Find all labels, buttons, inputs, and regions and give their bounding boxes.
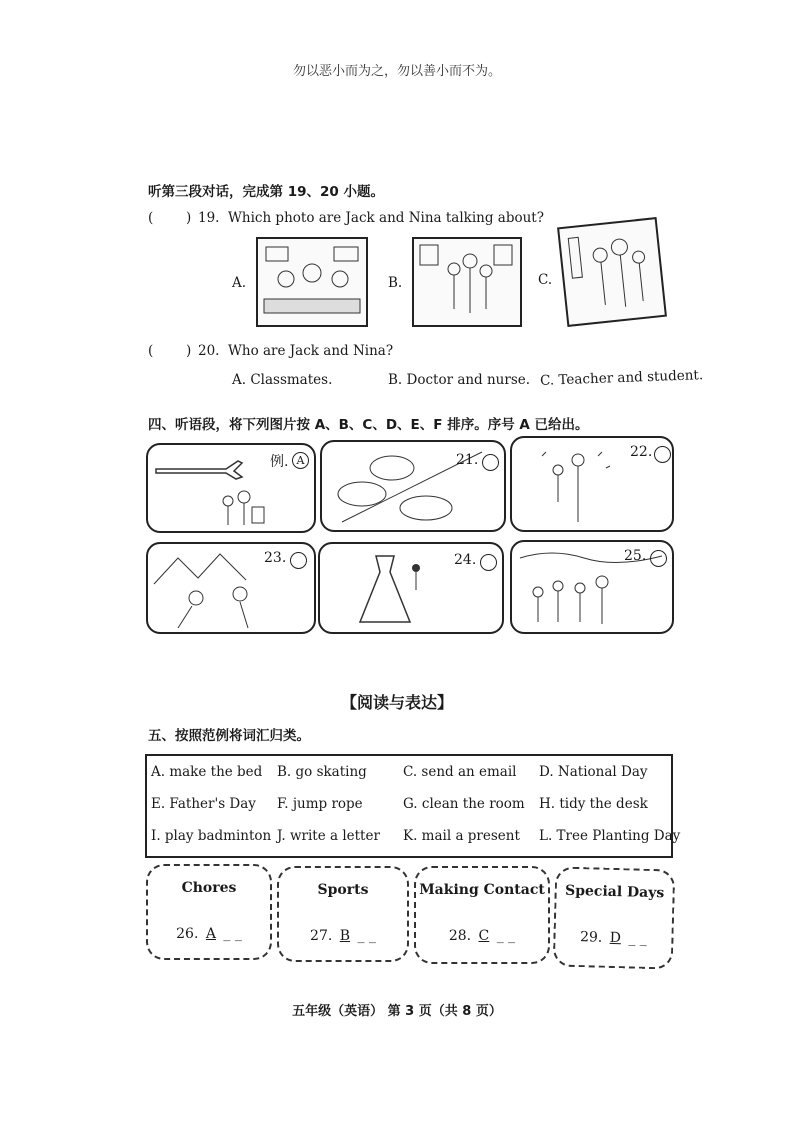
q19-option-c-label: C. bbox=[538, 272, 553, 288]
q19-option-a-label: A. bbox=[232, 275, 247, 291]
word-e: E. Father's Day bbox=[151, 796, 256, 812]
q20-paren-open: ( bbox=[148, 343, 154, 359]
word-k: K. mail a present bbox=[403, 828, 520, 844]
airplane-travel-illustration bbox=[148, 445, 314, 531]
q19-photo-c bbox=[557, 217, 667, 327]
category-making-contact bbox=[414, 866, 550, 964]
q19-photo-b bbox=[412, 237, 522, 327]
word-b: B. go skating bbox=[277, 764, 367, 780]
word-d: D. National Day bbox=[539, 764, 648, 780]
item-29-number: 29. bbox=[579, 929, 603, 946]
page-motto: 勿以恶小而为之，勿以善小而不为。 bbox=[292, 64, 501, 79]
category-making-contact-title: Making Contact bbox=[419, 882, 545, 898]
item-28-number: 28. bbox=[448, 928, 472, 944]
category-sports-answer-line[interactable]: 27. B _ _ bbox=[310, 928, 376, 944]
category-making-contact-answer-line[interactable]: 28. C _ _ bbox=[448, 928, 516, 944]
word-f: F. jump rope bbox=[277, 796, 363, 812]
q20-option-b: B. Doctor and nurse. bbox=[388, 372, 531, 388]
item-27-number: 27. bbox=[310, 928, 333, 944]
item-22-answer-circle[interactable] bbox=[654, 446, 671, 463]
item-24-number: 24. bbox=[454, 552, 477, 568]
word-h: H. tidy the desk bbox=[539, 796, 648, 812]
item-21-answer-circle[interactable] bbox=[482, 454, 499, 471]
word-c: C. send an email bbox=[403, 764, 517, 780]
category-special-days-answer-line[interactable]: 29. D _ _ bbox=[579, 929, 648, 947]
mountain-climbing-illustration bbox=[148, 544, 314, 632]
category-chores-answer-line[interactable]: 26. A _ _ bbox=[176, 926, 242, 942]
category-special-days-title: Special Days bbox=[564, 882, 665, 902]
picture-21 bbox=[320, 440, 506, 532]
word-a: A. make the bed bbox=[151, 764, 263, 780]
item-25-answer-circle[interactable] bbox=[650, 550, 667, 567]
q19-photo-a bbox=[256, 237, 368, 327]
q20-text: Who are Jack and Nina? bbox=[228, 343, 394, 359]
picture-23 bbox=[146, 542, 316, 634]
item-23-number: 23. bbox=[264, 550, 287, 566]
item-27-answer: B bbox=[339, 928, 351, 944]
item-22-number: 22. bbox=[630, 444, 653, 460]
q20-number: 20. bbox=[198, 343, 220, 359]
zoo-trip-illustration bbox=[559, 219, 665, 325]
picture-22 bbox=[510, 436, 674, 532]
q19-paren-open: ( bbox=[148, 210, 154, 226]
category-chores-title: Chores bbox=[181, 880, 237, 896]
item-26-number: 26. bbox=[176, 926, 199, 942]
word-l: L. Tree Planting Day bbox=[539, 828, 681, 844]
item-25-number: 25. bbox=[624, 548, 647, 564]
item-21-number: 21. bbox=[456, 452, 479, 468]
part4-heading: 四、听语段，将下列图片按 A、B、C、D、E、F 排序。序号 A 已给出。 bbox=[148, 417, 589, 433]
reading-section-title: 【阅读与表达】 bbox=[340, 693, 453, 712]
q20-option-a: A. Classmates. bbox=[232, 372, 333, 388]
example-answer-circle: A bbox=[292, 452, 309, 469]
picture-example bbox=[146, 443, 316, 533]
category-special-days bbox=[553, 866, 676, 969]
category-sports bbox=[277, 866, 409, 962]
q20-paren-close: ) bbox=[186, 343, 192, 359]
q19-option-b-label: B. bbox=[388, 275, 403, 291]
party-illustration bbox=[512, 542, 672, 632]
item-29-answer: D bbox=[609, 929, 622, 947]
category-chores bbox=[146, 864, 272, 960]
category-sports-title: Sports bbox=[317, 882, 369, 898]
part3-heading: 听第三段对话，完成第 19、20 小题。 bbox=[148, 184, 384, 200]
q19-text: Which photo are Jack and Nina talking about? bbox=[228, 210, 544, 226]
word-i: I. play badminton bbox=[151, 828, 272, 844]
item-28-answer: C bbox=[478, 928, 490, 944]
picture-25 bbox=[510, 540, 674, 634]
word-j: J. write a letter bbox=[277, 828, 380, 844]
example-label: 例. bbox=[270, 454, 289, 470]
item-24-answer-circle[interactable] bbox=[480, 554, 497, 571]
q19-number: 19. bbox=[198, 210, 220, 226]
page-footer: 五年级（英语） 第 3 页（共 8 页） bbox=[292, 1004, 502, 1019]
item-26-answer: A bbox=[205, 926, 216, 942]
item-23-answer-circle[interactable] bbox=[290, 552, 307, 569]
word-g: G. clean the room bbox=[403, 796, 525, 812]
q20-option-c: C. Teacher and student. bbox=[539, 367, 704, 389]
picture-24 bbox=[318, 542, 504, 634]
classroom-illustration bbox=[258, 239, 366, 325]
q19-paren-close: ) bbox=[186, 210, 192, 226]
school-hallway-illustration bbox=[414, 239, 520, 325]
word-bank bbox=[145, 754, 681, 858]
part5-heading: 五、按照范例将词汇归类。 bbox=[148, 728, 310, 744]
